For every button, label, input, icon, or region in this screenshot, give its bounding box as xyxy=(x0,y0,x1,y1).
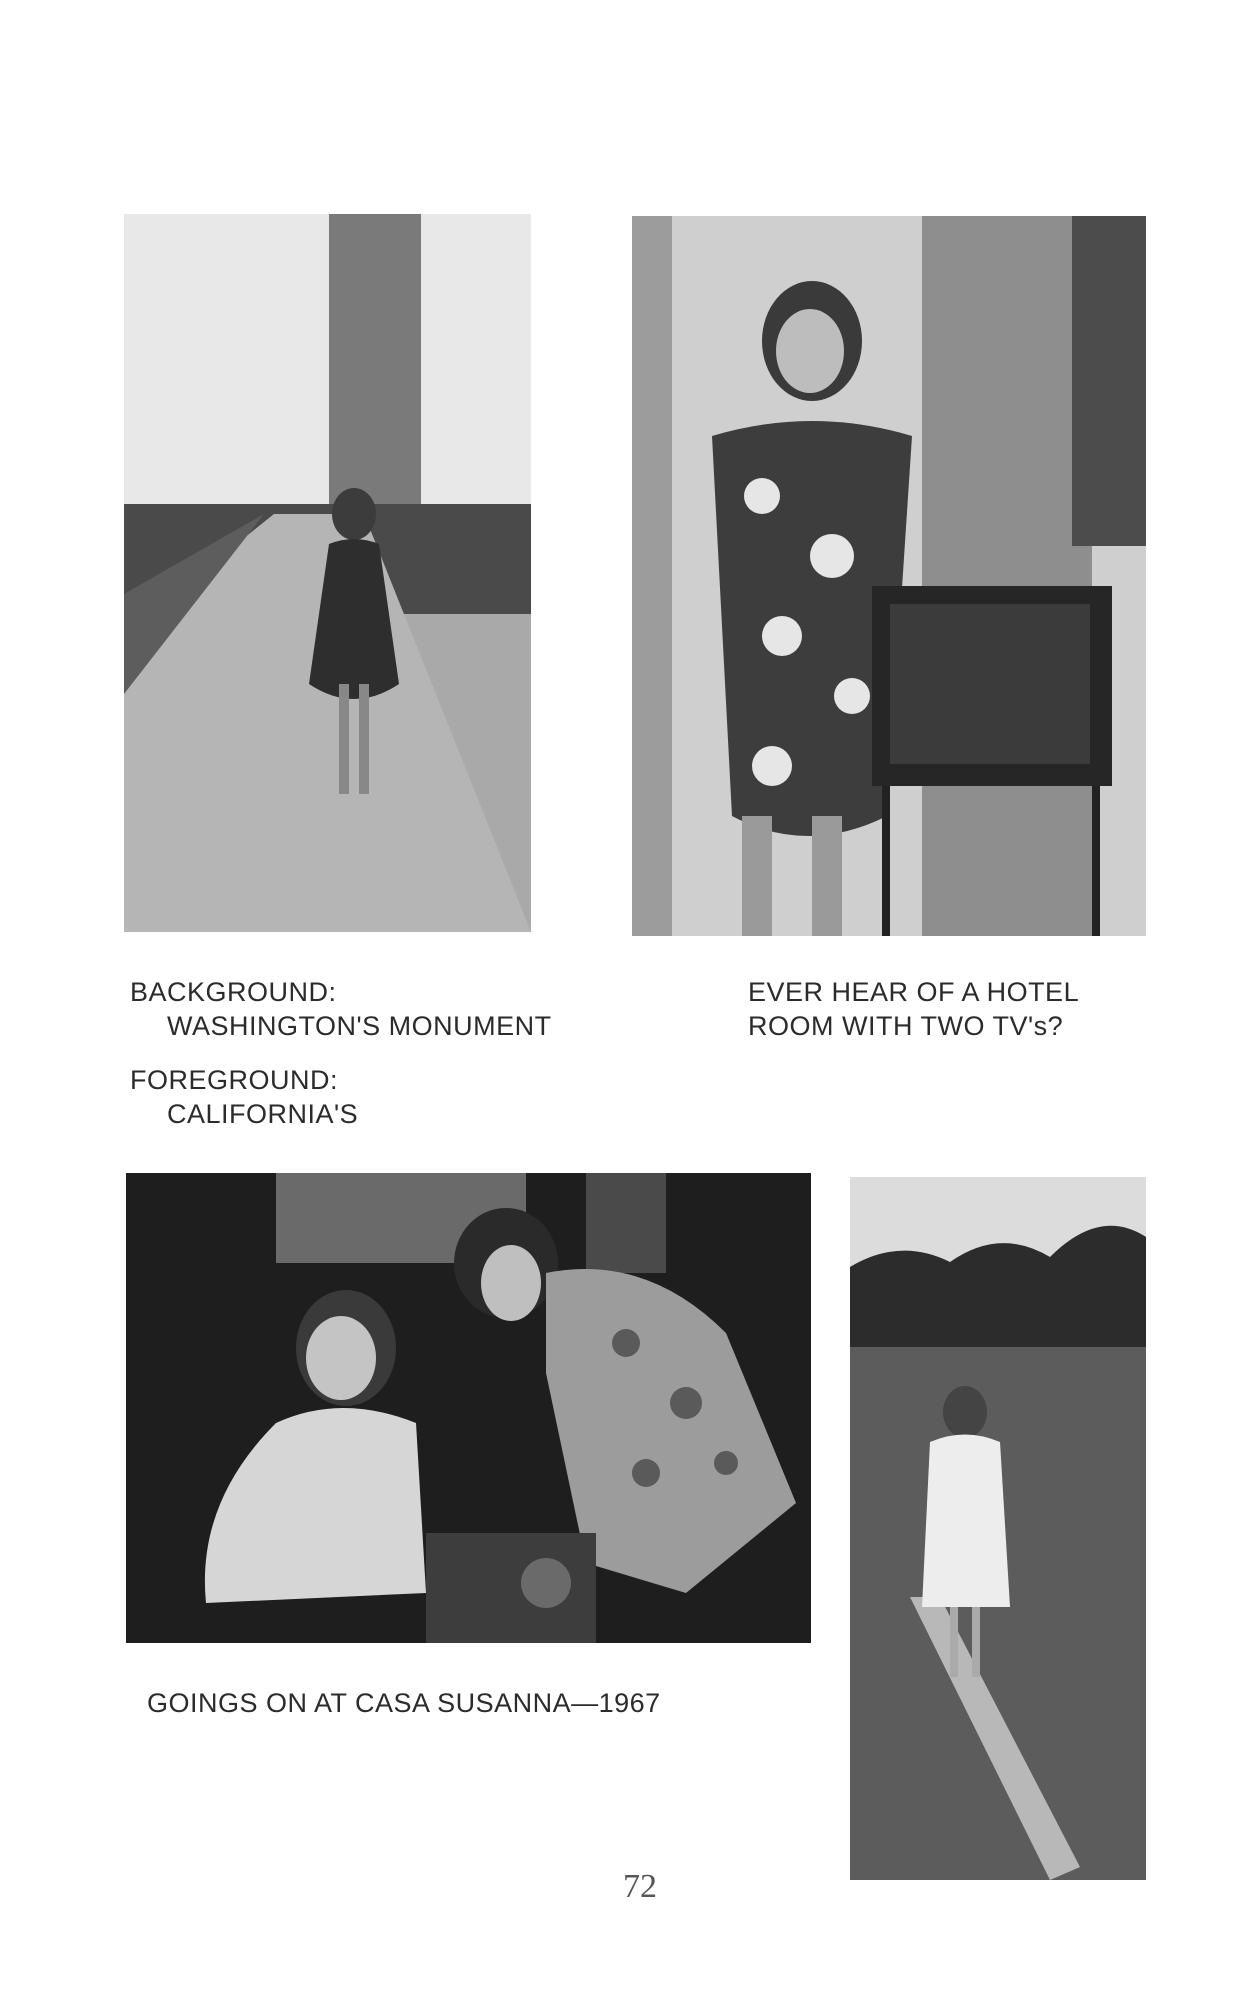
caption-casa-susanna xyxy=(147,1686,661,1720)
foreground-value: CALIFORNIA'S xyxy=(167,1099,359,1129)
caption-hotel xyxy=(748,975,1079,1043)
background-value: WASHINGTON'S MONUMENT xyxy=(167,1011,552,1041)
hotel-caption-line-2: ROOM WITH TWO TV's? xyxy=(748,1011,1064,1041)
photo-washington-monument xyxy=(124,214,531,932)
page-number: 72 xyxy=(623,1868,657,1905)
hotel-caption-line-1: EVER HEAR OF A HOTEL xyxy=(748,977,1080,1007)
photo-river-plank xyxy=(850,1177,1146,1880)
casa-caption-text: GOINGS ON AT CASA SUSANNA—1967 xyxy=(147,1688,661,1718)
photo-hotel-room xyxy=(632,216,1146,936)
background-label: BACKGROUND: xyxy=(130,977,337,1007)
caption-monument xyxy=(130,975,552,1131)
photo-casa-susanna xyxy=(126,1173,811,1643)
foreground-label: FOREGROUND: xyxy=(130,1065,338,1095)
